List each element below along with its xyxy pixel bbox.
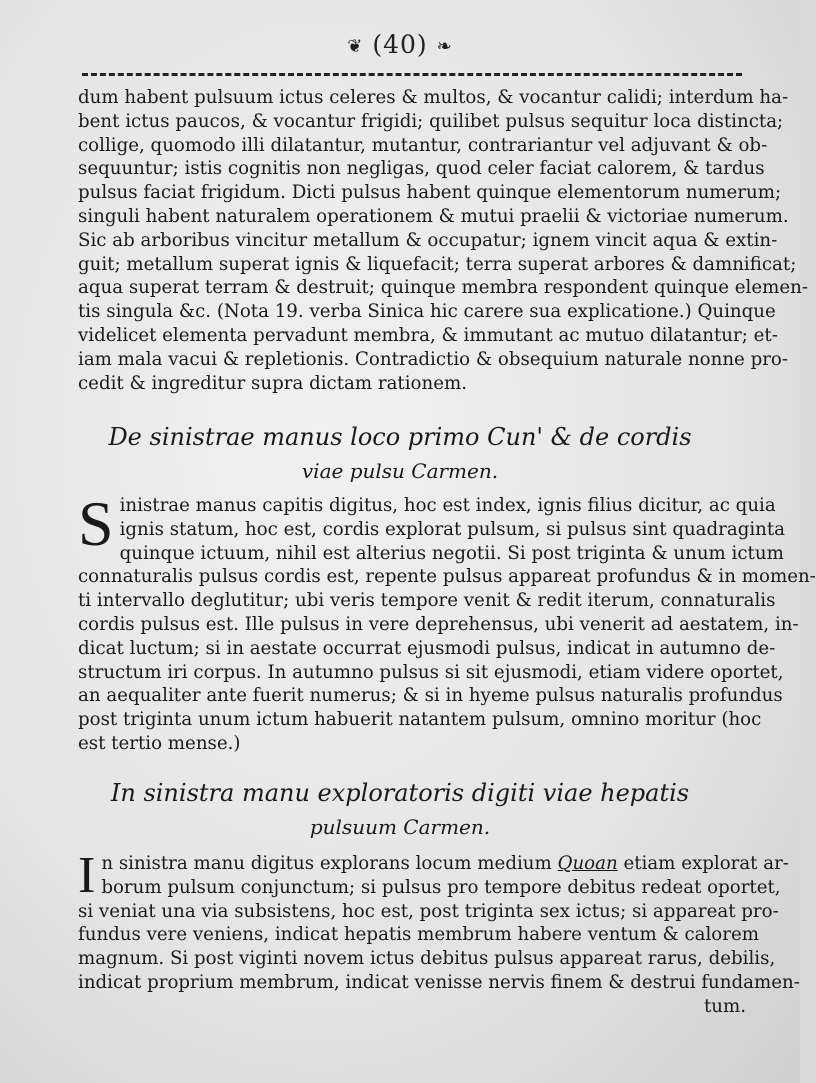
text-line: magnum. Si post viginti novem ictus debitus pulsus appareat rarus, debilis, xyxy=(78,948,776,970)
text-line: pulsus faciat frigidum. Dicti pulsus habent quinque elementorum numerum; xyxy=(78,182,782,204)
text-line: ti intervallo deglutitur; ubi veris tempore venit & redit iterum, connaturalis xyxy=(78,590,776,612)
paragraph-1 xyxy=(78,86,809,395)
text-line: bent ictus paucos, & vocantur frigidi; quilibet pulsus sequitur loca distincta; xyxy=(78,110,784,132)
text-line: fundus vere veniens, indicat hepatis membrum habere ventum & calorem xyxy=(78,924,759,946)
paragraph-2 xyxy=(78,488,816,756)
text-line: dum habent pulsuum ictus celeres & multos, & vocantur calidi; interdum ha- xyxy=(78,87,789,108)
text-line: aqua superat terram & destruit; quinque membra respondent quinque elemen- xyxy=(78,277,809,299)
text-line: cordis pulsus est. Ille pulsus in vere deprehensus, ubi venerit ad aestatem, in- xyxy=(78,613,799,635)
ornament-right-icon: ❧ xyxy=(436,36,453,57)
text-line: dicat luctum; si in aestate occurrat ejusmodi pulsus, indicat in autumno de- xyxy=(78,637,776,659)
page-header xyxy=(0,30,800,59)
text-line: inistrae manus capitis digitus, hoc est index, ignis filius dicitur, ac quia xyxy=(119,495,776,516)
text-line: ignis statum, hoc est, cordis explorat pulsum, si pulsus sint quadraginta xyxy=(119,518,786,540)
text-line: connaturalis pulsus cordis est, repente pulsus appareat profundus & in momen- xyxy=(78,566,816,588)
text-line: borum pulsum conjunctum; si pulsus pro tempore debitus redeat oportet, xyxy=(101,876,781,898)
text-line: post triginta unum ictum habuerit natantem pulsum, omnino moritur (hoc xyxy=(78,709,762,731)
text-line: si veniat una via subsistens, hoc est, post triginta sex ictus; si appareat pro- xyxy=(78,900,779,922)
text-line: Sic ab arboribus vincitur metallum & occupatur; ignem vincit aqua & extin- xyxy=(78,229,778,251)
page-number: (40) xyxy=(372,30,428,59)
word-quoan: Quoan xyxy=(557,853,618,874)
text-line: guit; metallum superat ignis & liquefacit; terra superat arbores & damnificat; xyxy=(78,253,797,275)
heading-2-line2: pulsuum Carmen. xyxy=(309,815,491,839)
header-rule xyxy=(82,73,742,76)
text-line: structum iri corpus. In autumno pulsus si sit ejusmodi, etiam videre oportet, xyxy=(78,661,784,683)
heading-1 xyxy=(0,420,800,488)
text-line: sequuntur; istis cognitis non negligas, quod celer faciat calorem, & tardus xyxy=(78,158,765,180)
ornament-left-icon: ❦ xyxy=(347,36,364,57)
heading-1-line2: viae pulsu Carmen. xyxy=(301,459,499,483)
text-line: singuli habent naturalem operationem & mutui praelii & victoriae numerum. xyxy=(78,205,789,227)
drop-cap-s: S xyxy=(78,488,114,559)
text-line: n sinistra manu digitus explorans locum medium Quoan etiam explorat ar- xyxy=(101,853,789,874)
text-line-last: tum. xyxy=(703,995,746,1017)
heading-1-line1: De sinistrae manus loco primo Cun' & de cordis xyxy=(108,423,692,451)
drop-cap-i: I xyxy=(78,847,96,904)
text-line: collige, quomodo illi dilatantur, mutantur, contrariantur vel adjuvant & ob- xyxy=(78,134,768,156)
text-line: iam mala vacui & repletionis. Contradictio & obsequium naturale nonne pro- xyxy=(78,348,789,370)
text-line: tis singula &c. (Nota 19. verba Sinica hic carere sua explicatione.) Quinque xyxy=(78,301,776,323)
text-line: cedit & ingreditur supra dictam rationem. xyxy=(78,372,468,394)
text-line: videlicet elementa pervadunt membra, & immutant ac mutuo dilatantur; et- xyxy=(78,324,778,346)
paragraph-3 xyxy=(78,847,800,1019)
heading-2-line1: In sinistra manu exploratoris digiti viae hepatis xyxy=(110,779,690,807)
text-line: an aequaliter ante fuerit numerus; & si in hyeme pulsus naturalis profundus xyxy=(78,685,783,707)
text-line: indicat proprium membrum, indicat venisse nervis finem & destrui fundamen- xyxy=(78,971,800,993)
text-line: est tertio mense.) xyxy=(78,732,241,754)
heading-2 xyxy=(0,776,800,844)
text-line: quinque ictuum, nihil est alterius negotii. Si post triginta & unum ictum xyxy=(119,542,784,564)
